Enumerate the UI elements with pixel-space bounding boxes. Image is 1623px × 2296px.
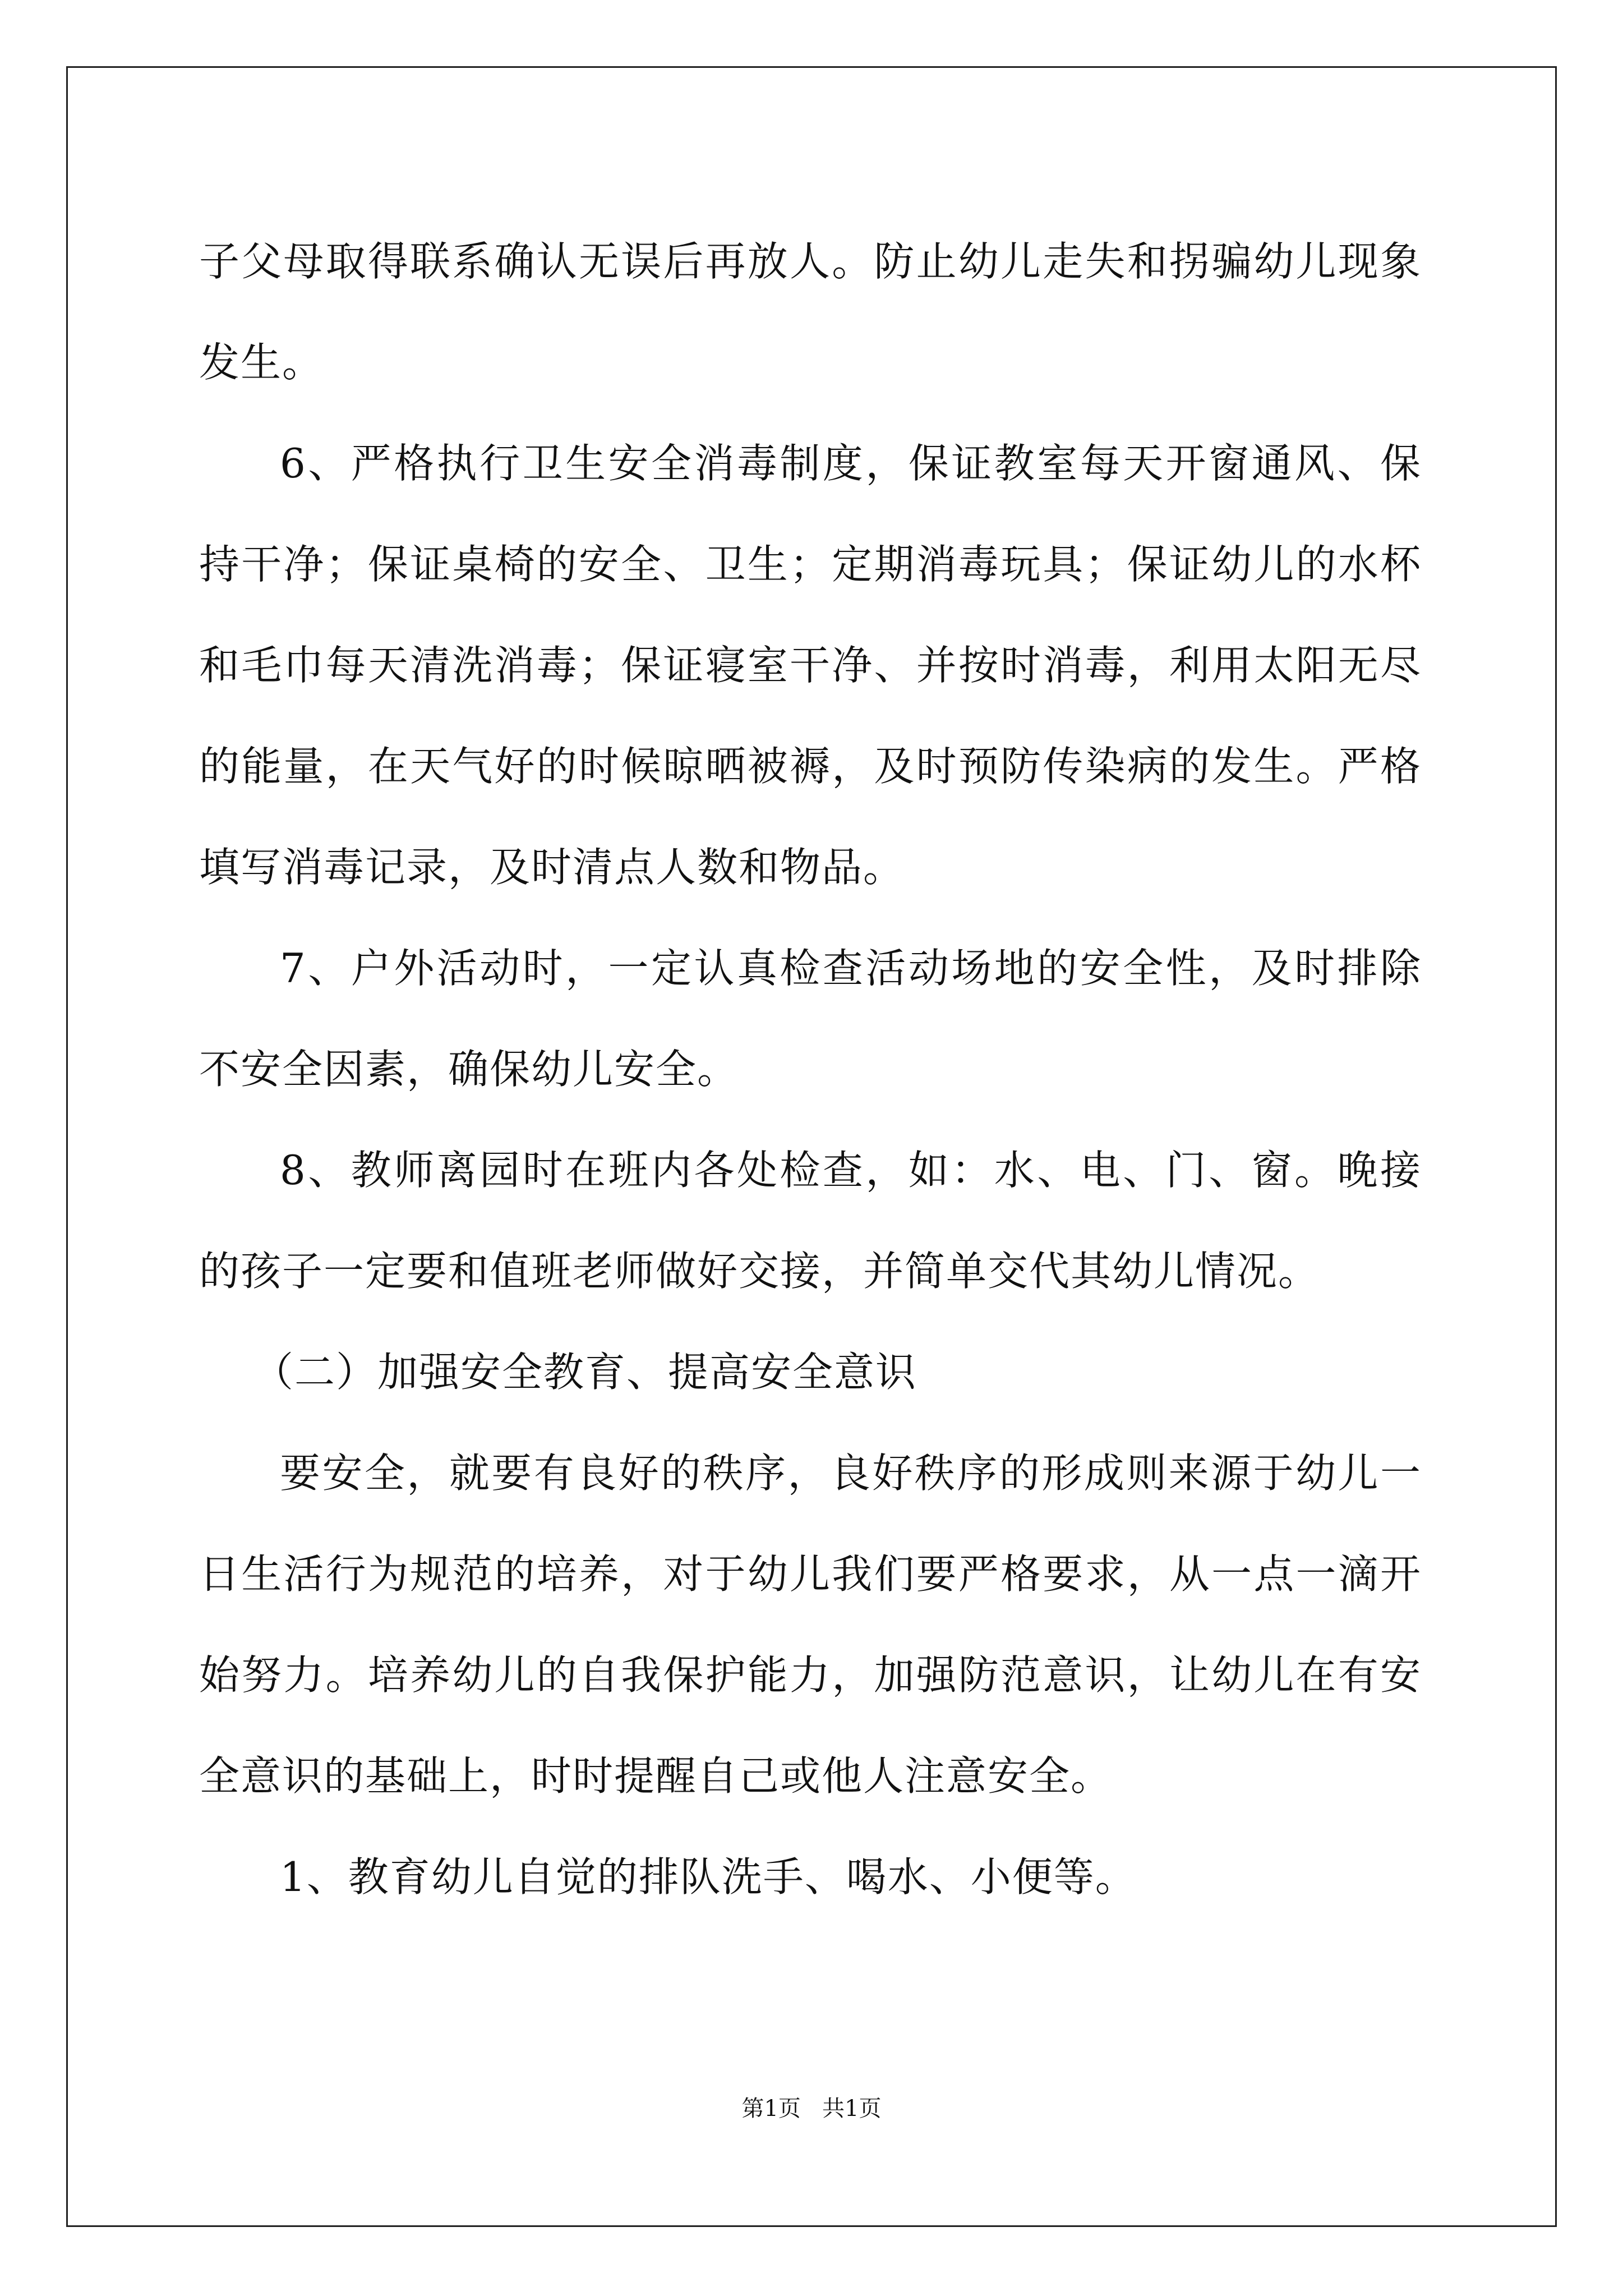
section-heading: （二）加强安全教育、提高安全意识 bbox=[253, 1349, 917, 1396]
paragraph-continuation: 子父母取得联系确认无误后再放人。防止幼儿走失和拐骗幼儿现象发生。 bbox=[199, 238, 1422, 386]
paragraph-item-7: 7、户外活动时，一定认真检查活动场地的安全性，及时排除不安全因素，确保幼儿安全。 bbox=[199, 945, 1422, 1093]
paragraph-item-8: 8、教师离园时在班内各处检查，如：水、电、门、窗。晚接的孩子一定要和值班老师做好交接，并简单交代其幼儿情况。 bbox=[199, 1147, 1422, 1295]
page-footer: 第1页 共1页 bbox=[741, 2096, 882, 2122]
paragraph-item-1: 1、教育幼儿自觉的排队洗手、喝水、小便等。 bbox=[280, 1853, 1137, 1901]
paragraph-item-6: 6、严格执行卫生安全消毒制度，保证教室每天开窗通风、保持干净；保证桌椅的安全、卫生；定期消毒玩具；保证幼儿的水杯和毛巾每天清洗消毒；保证寝室干净、并按时消毒，利用太阳无尽的能量，在天气好的时候晾晒被褥，及时预防传染病的发生。严格填写消毒记录，及时清点人数和物品。 bbox=[199, 440, 1422, 891]
document-body bbox=[199, 211, 1422, 1927]
paragraph-intro: 要安全，就要有良好的秩序，良好秩序的形成则来源于幼儿一日生活行为规范的培养，对于幼儿我们要严格要求，从一点一滴开始努力。培养幼儿的自我保护能力，加强防范意识，让幼儿在有安全意识的基础上，时时提醒自己或他人注意安全。 bbox=[199, 1450, 1422, 1800]
